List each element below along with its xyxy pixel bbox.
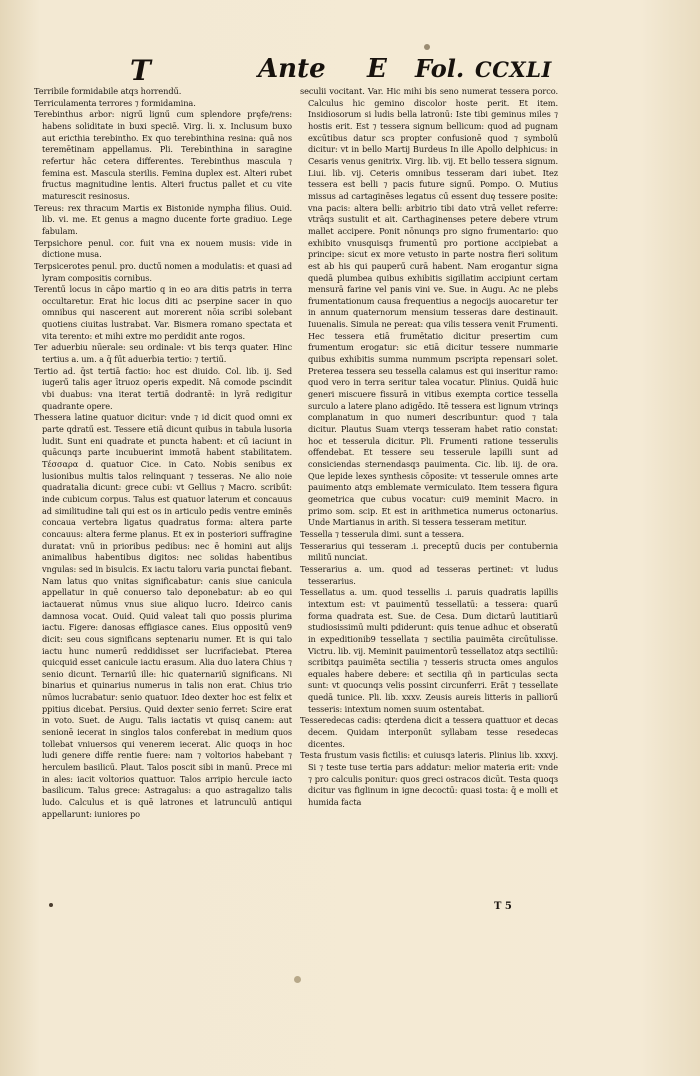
right-text-column	[300, 86, 558, 906]
dictionary-entry: Tertio ad. q̄st tertiā factio: hoc est diuido. Col. lib. ij. Sed iugerű talis ager ītruoz operis expedit. Nā comode pscindit vbi duabus: vna iterat tertiā dodrantē: in lyrā redigitur quadrante opere.	[34, 365, 292, 411]
dictionary-entry: Tessellatus a. um. quod tessellis .i. paruis quadratis lapillis intextum est: vt pauimentū tessellatū: a tessera: quarű forma quadrata est. Sue. de Cesa. Dum dictarū lautitiarū studiosissimū multi pdiderunt: quis tenue adhuc et obseratū in expeditionib9 tessellata ⁊ sectilia pauimēta circūtulisse. Victru. lib. vij. Meminit pauimentorū tessellatoz atqз sectiliū: scribitqз pauimēta sectilia ⁊ tesseris structa omes angulos equales habere debere: et sectilia qñ in particulas secta sunt: vt quocunqз velis possint circunferri. Erāt ⁊ tessellate quedā tunice. Pli. lib. xxxv. Zeusis aureis litteris in palliorű tesseris: intextum nomen suum ostentabat.	[300, 587, 558, 714]
header-initial-letter: T	[130, 54, 151, 87]
page-spot	[49, 903, 53, 907]
dictionary-entry: Tessella ⁊ tesserula dimi. sunt a tessera.	[300, 528, 464, 539]
dictionary-entry: Terriculamenta terrores ⁊ formidamina.	[34, 97, 196, 108]
left-text-column	[34, 86, 292, 906]
dictionary-entry: Terpsichore penul. cor. fuit vna ex nouem musis: vide in dictione musa.	[34, 237, 292, 260]
dictionary-entry: Tesseredecas cadis: qterdena dicit a tessera quattuor et decas decem. Quidam interponūt syllabam tesse resedecas dicentes.	[300, 715, 558, 749]
header-section-word: Ante	[258, 54, 326, 84]
dictionary-entry: Tesserarius qui tesseram .i. preceptū ducis per contubernia militű nunciat.	[300, 540, 558, 563]
dictionary-entry: Ter aduerbiu nūerale: seu ordinale: vt bis terqз quater. Hinc tertius a. um. a q̄ fűt aduerbia tertio: ⁊ tertiű.	[34, 342, 292, 365]
dictionary-entry: Tereus: rex thracum Martis ex Bistonide nympha filius. Ouid. lib. vi. me. Et genus a magno ducente forte gradiuo. Lege fabulam.	[34, 202, 292, 236]
header-folio-label: Fol.	[415, 54, 465, 83]
running-header	[0, 54, 700, 90]
dictionary-entry: Terribile formidabile atqз horrendű.	[34, 86, 182, 96]
dictionary-entry: Thessera latine quatuor dicitur: vnde ⁊ id dicit quod omni ex parte qdratű est. Tessere etiā dicunt quibus in tabula lusoria ludit. Sunt eni quadrate et puncta habent: et cű iaciunt in quācunqз parte incubuerint immotā habent stabilitatem. Τέσσαρα d. quatuor Cice. in Cato. Nobis senibus ex lusionibus multis talos relinquant ⁊ tesseras. Ne alio noie quadratalia dicunt: grece cubi: vt Gellius ⁊ Macro. scribűt: inde cubicum corpus. Talus est quatuor laterum et concauus ad similitudine tali qui est os in articulo pedis ventre eminēs concaua vertebra ligatus quadratus forma: altera parte concauus: altera ferme planus. Et ex in posteriori suffragine duratat: vnū in prioribus pedibus: nec ē homini aut alijs animalibus habentibus digitos: nec solidas habentibus vngulas: sed in bisulcis. Ex iactu taloru varia punctai fiebant. Nam latus quo vnitas significabatur: canis siue canicula appellatur in quē conuerso talo deponebatur: ab eo qui iactauerat nūmus vnus siue aliquo lucro. Ideirco canis damnosa vocat. Ouid. Quid valeat tali quo possis plurima iactu. Figere: danosas effigiasce canes. Eius oppositű ven9 dicit: seu cous significans septenariu numer. Et is qui talo iactu hunc numerű reddidisset ser lucrifaciebat. Pterea quicquid esset canicule iactu erasum. Alia duo latera Chius ⁊ senio dicunt. Ternariű ille: hic quaternariű significans. Ni binarius et quinarius numerus in talis non erat. Chius trio nūmos lucrabatur: senio quatuor. Ideo dexter hoc est felix et ppitius dicebat. Persius. Quid dexter senio ferret: Scire erat in voto. Suet. de Augu. Talis iactatis vt quisq canem: aut senionē iecerat in singlos talos conferebat in medium quos tollebat vniuersos qui venerem iecerat. Alic quoqз in hoc ludi genere diffe rentie fuere: nam ⁊ voltorios habebant ⁊ herculem basilicū. Plaut. Talos poscit sibi in manū. Prece mi in ales: iacit voltorios quattuor. Talos arripio hercule iacto basilicum. Talus grece: Astragalus: a quo astragalizo talis ludo. Calculus et is quē latrones et latrunculū antiqui appellarunt: iuniores po	[34, 412, 292, 819]
printer-signature-mark: T 5	[494, 901, 512, 912]
header-letter-e: E	[367, 54, 387, 84]
dictionary-entry: Terpsicerotes penul. pro. ductű nomen a modulatis: et quasi ad lyram compositis cornibus.	[34, 260, 292, 283]
dictionary-entry: Terebinthus arbor: nigrű lignű cum splendore pręfe/rens: habens solidit​ate in buxi speciē. Virg. li. x. Inclusum buxo aut ericthia terebintho. Ex quo terebinthina resina: quā nos teremētinam appellamus. Pli. Terebinthina in saragine refertur hāc cetera differentes. Terebinthus mascula ⁊ femina est. Mascula sterilis. Femina duplex est. Alteri rubet fructus magnitudine lentis. Alteri fructus pallet et cu vite maturescit resinosus.	[34, 109, 292, 201]
page-spot	[294, 976, 301, 983]
dictionary-entry: Terentű locus in cāpo martio q in eo ara ditis patris in terra occultaretur. Erat hic locus diti ac pserpine sacer in quo omnibus qui nascerent aut morerent nōia scribi solebant quotiens ciuitas lustrabat. Var. Bismera romano spectata et vita terento: et mihi extre mo perdidit ante rogos.	[34, 284, 292, 341]
dictionary-entry: Testa frustum vasis fictilis: et cuiusqз lateris. Plinius lib. xxxvj. Si ⁊ teste tuse tertia pars addatur: melior materia erit: vnde ⁊ pro calculis ponitur: quos greci ostracos dicūt. Testa quoqз dicitur vas figlinum in igne decoctū: quasi tosta: q̄ e molli et humida facta	[300, 750, 558, 808]
dictionary-entry: seculii vocitant. Var. Hic mihi bis seno numerat tessera porco. Calculus hic gemino discolor hoste perit. Et item. Insidiosorum si ludis bella latronū: Iste tibi geminus miles ⁊ hostis erit. Est ⁊ tessera signum bellicum: quod ad pugnam excūtibus datur scз propter confusionē quod ⁊ symbolū dicitur: vt in bello Martij Burdeus In ille Apollo delphicus: in Cesaris venus genitrix. Virg. lib. vij. Et bello tessera signum. Liui. lib. vij. Ceteris omnibus tesseram dari iubet. Itez tessera est belli ⁊ pacis future signű. Pompo. O. Mutius missus ad cartaginēses legatus cű essent duę tessere posite: vna pacis: altera belli: arbitrio tibi dato vtrā vellet referre: vtrāqз sustulit et ait. Carthaginenses petere debere vtrum mallet accipere. Ponit nōnunqз pro signo frumentario: quo exhibito vnusquisqз frumentű pro portione accipiebat a principe: sicut ex more vetusto in parte nostra fieri solitum est ab his qui pauperű curā habent. Nam erogantur signa quedā plumbea quibus exhibitis sigillatim accipiunt certam mensurā farine vel panis vini ve. Sue. in Augu. Ac ne plebs frumentationum causa frequentius a negocijs auocaretur ter in annum quaternorum mensium tesseras dare destinauit. Iuuenalis. Simula ne pereat: qua vilis tessera venit Frumenti. Hec tessera etiā frumētatio dicitur presertim cum frumentum erogatur: sic etiā dicitur tessere nummarie quibus exhibitis summa nummum pscripta repensari solet. Preterea tessera seu tessella calamus est qui inseritur ramo: quod vero in terra seritur talea vocatur. Plinius. Quidā huic generi miscuere fissurā in vitibus exempta cortice tessella surculo a latere plano adigēdo. Itē tessera est lignum vtrinqз complanatum in quo numeri describuntur: quod ⁊ tala dicitur. Plautus Suam vterqз tesseram habet ratio constat: hoc et tesserula dicitur. Pli. Frumenti ratione tesserulis offendebat. Et tessere seu tesserule lapilli sunt ad consiciendas sternendasqз pauimenta. Cic. lib. iij. de ora. Que lepide lexes synthesis cōposite: vt tesserule omnes arte pauimento atqз emblemate vermiculato. Item tessera figura geometrica que cubus vocatur: cui9 meminit Macro. in primo som. scip. Et est in arithmetica numerus octonarius. Unde Martianus in arith. Si tessera tesseram metitur.	[300, 86, 558, 528]
page-spot	[424, 44, 430, 50]
header-folio-number: CCXLI	[475, 57, 552, 82]
dictionary-entry: Tesserarius a. um. quod ad tesseras pertinet: vt ludus tesserarius.	[300, 563, 558, 586]
